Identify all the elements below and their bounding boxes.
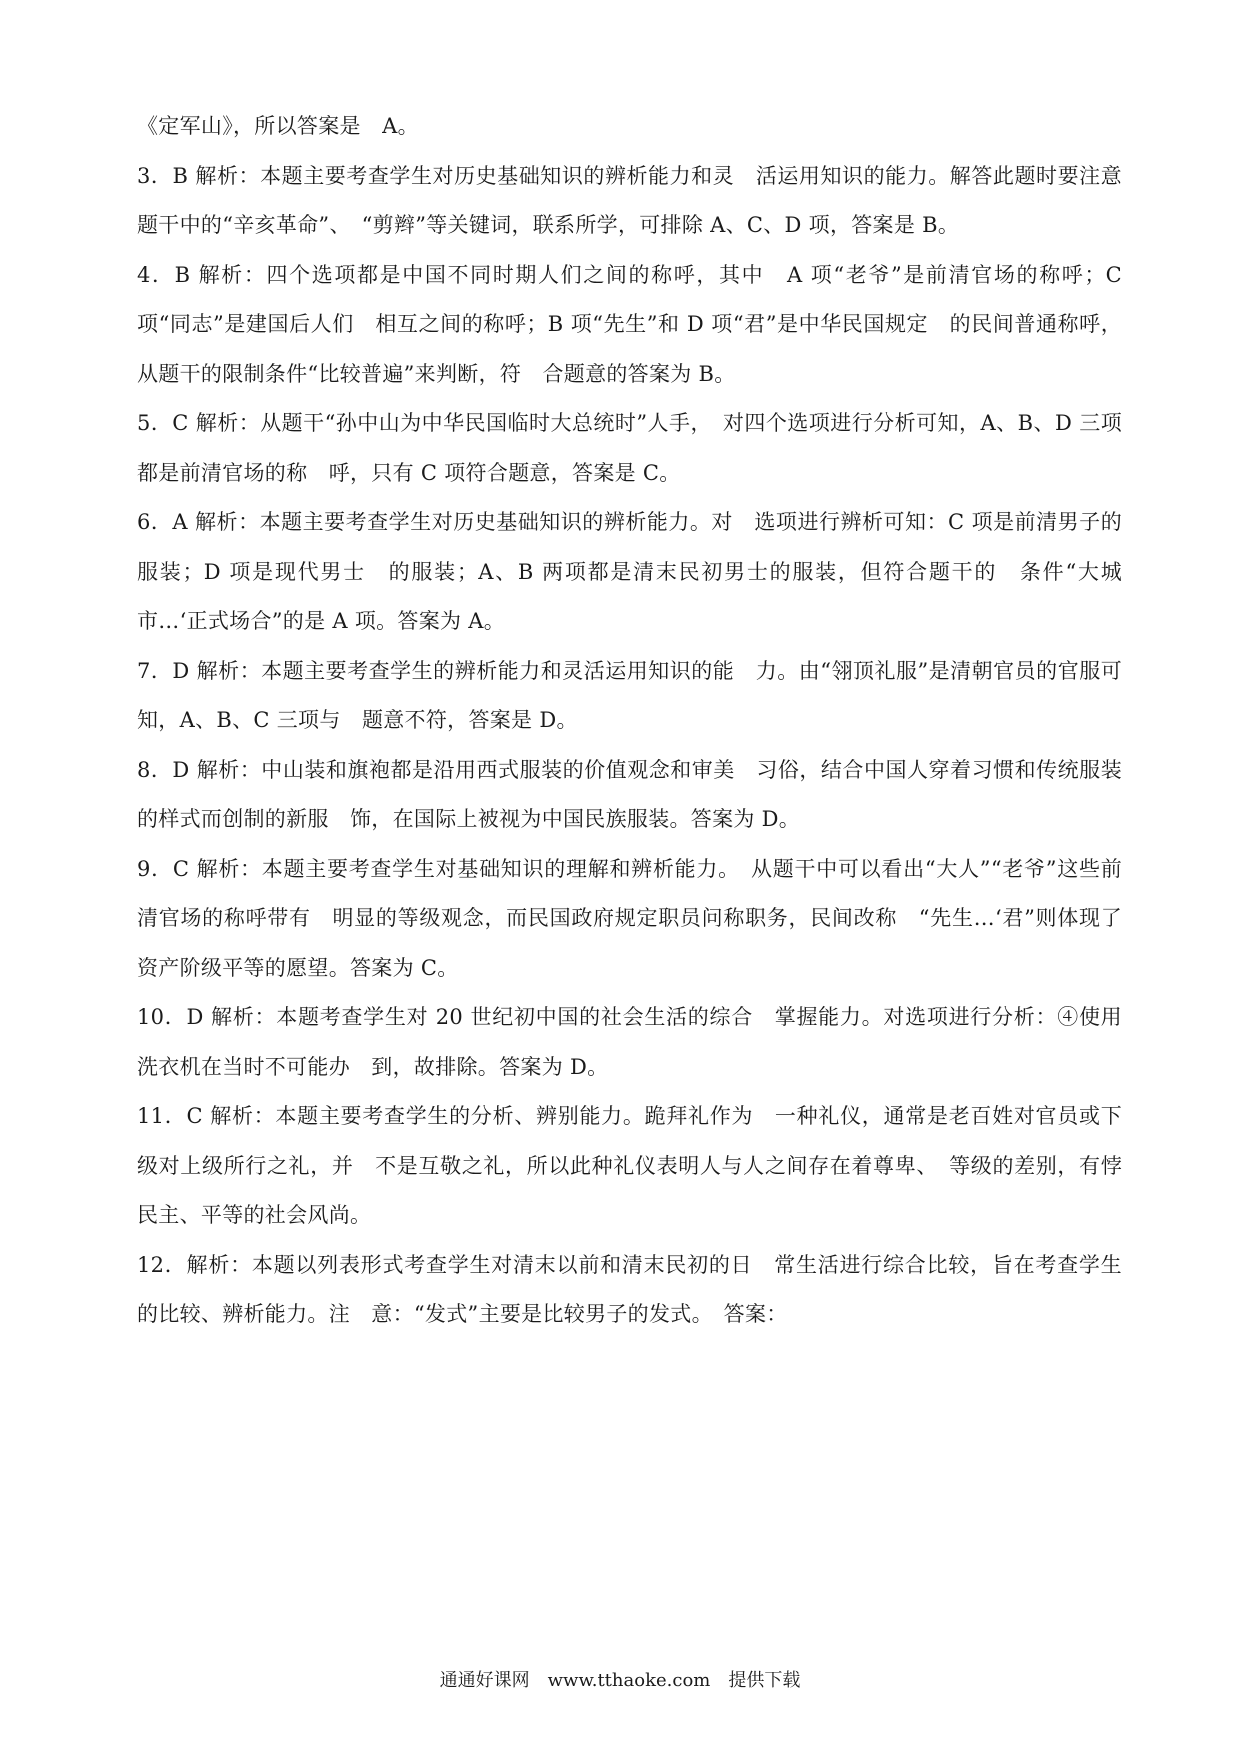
answer-explanations: [137, 102, 1122, 1340]
answer-10-explanation: 10．D 解析：本题考查学生对 20 世纪初中国的社会生活的综合 掌握能力。对选项进行分析：④使用洗衣机在当时不可能办 到，故排除。答案为 D。: [137, 1005, 1122, 1079]
answer-7-explanation: 7．D 解析：本题主要考查学生的辨析能力和灵活运用知识的能 力。由“翎顶礼服”是清朝官员的官服可知，A、B、C 三项与 题意不符，答案是 D。: [137, 658, 1122, 732]
answer-11-explanation: 11．C 解析：本题主要考查学生的分析、辨别能力。跪拜礼作为 一种礼仪，通常是老百姓对官员或下级对上级所行之礼，并 不是互敬之礼，所以此种礼仪表明人与人之间存在着尊卑、 等级的差别，有悖民主、平等的社会风尚。: [137, 1104, 1122, 1227]
answer-12-explanation: 12．解析：本题以列表形式考查学生对清末以前和清末民初的日 常生活进行综合比较，旨在考查学生的比较、辨析能力。注 意：“发式”主要是比较男子的发式。 答案：: [137, 1252, 1122, 1326]
answer-3-explanation: 3．B 解析：本题主要考查学生对历史基础知识的辨析能力和灵 活运用知识的能力。解答此题时要注意题干中的“辛亥革命”、 “剪辫”等关键词，联系所学，可排除 A、C、D 项，答案是 B。: [137, 163, 1122, 237]
page-footer: 通通好课网 www.tthaoke.com 提供下载: [439, 1670, 801, 1691]
answer-9-explanation: 9．C 解析：本题主要考查学生对基础知识的理解和辨析能力。 从题干中可以看出“大人”“老爷”这些前清官场的称呼带有 明显的等级观念，而民国政府规定职员问称职务，民间改称 “先生…‘君”则体现了资产阶级平等的愿望。答案为 C。: [137, 856, 1122, 980]
answer-6-explanation: 6．A 解析：本题主要考查学生对历史基础知识的辨析能力。对 选项进行辨析可知：C 项是前清男子的服装；D 项是现代男士 的服装；A、B 两项都是清末民初男士的服装，但符合题干的 条件“大城市…‘正式场合”的是 A 项。答案为 A。: [137, 510, 1122, 633]
answer-5-explanation: 5．C 解析：从题干“孙中山为中华民国临时大总统时”人手， 对四个选项进行分析可知，A、B、D 三项都是前清官场的称 呼，只有 C 项符合题意，答案是 C。: [137, 411, 1122, 485]
answer-8-explanation: 8．D 解析：中山装和旗袍都是沿用西式服装的价值观念和审美 习俗，结合中国人穿着习惯和传统服装的样式而创制的新服 饰，在国际上被视为中国民族服装。答案为 D。: [137, 757, 1122, 831]
paragraph-continuation: 《定军山》，所以答案是 A。: [137, 114, 419, 138]
answer-4-explanation: 4．B 解析：四个选项都是中国不同时期人们之间的称呼，其中 A 项“老爷”是前清官场的称呼；C 项“同志”是建国后人们 相互之间的称呼；B 项“先生”和 D 项“君”是中华民国规定 的民间普通称呼，从题干的限制条件“比较普遍”来判断，符 合题意的答案为 B。: [137, 262, 1122, 386]
